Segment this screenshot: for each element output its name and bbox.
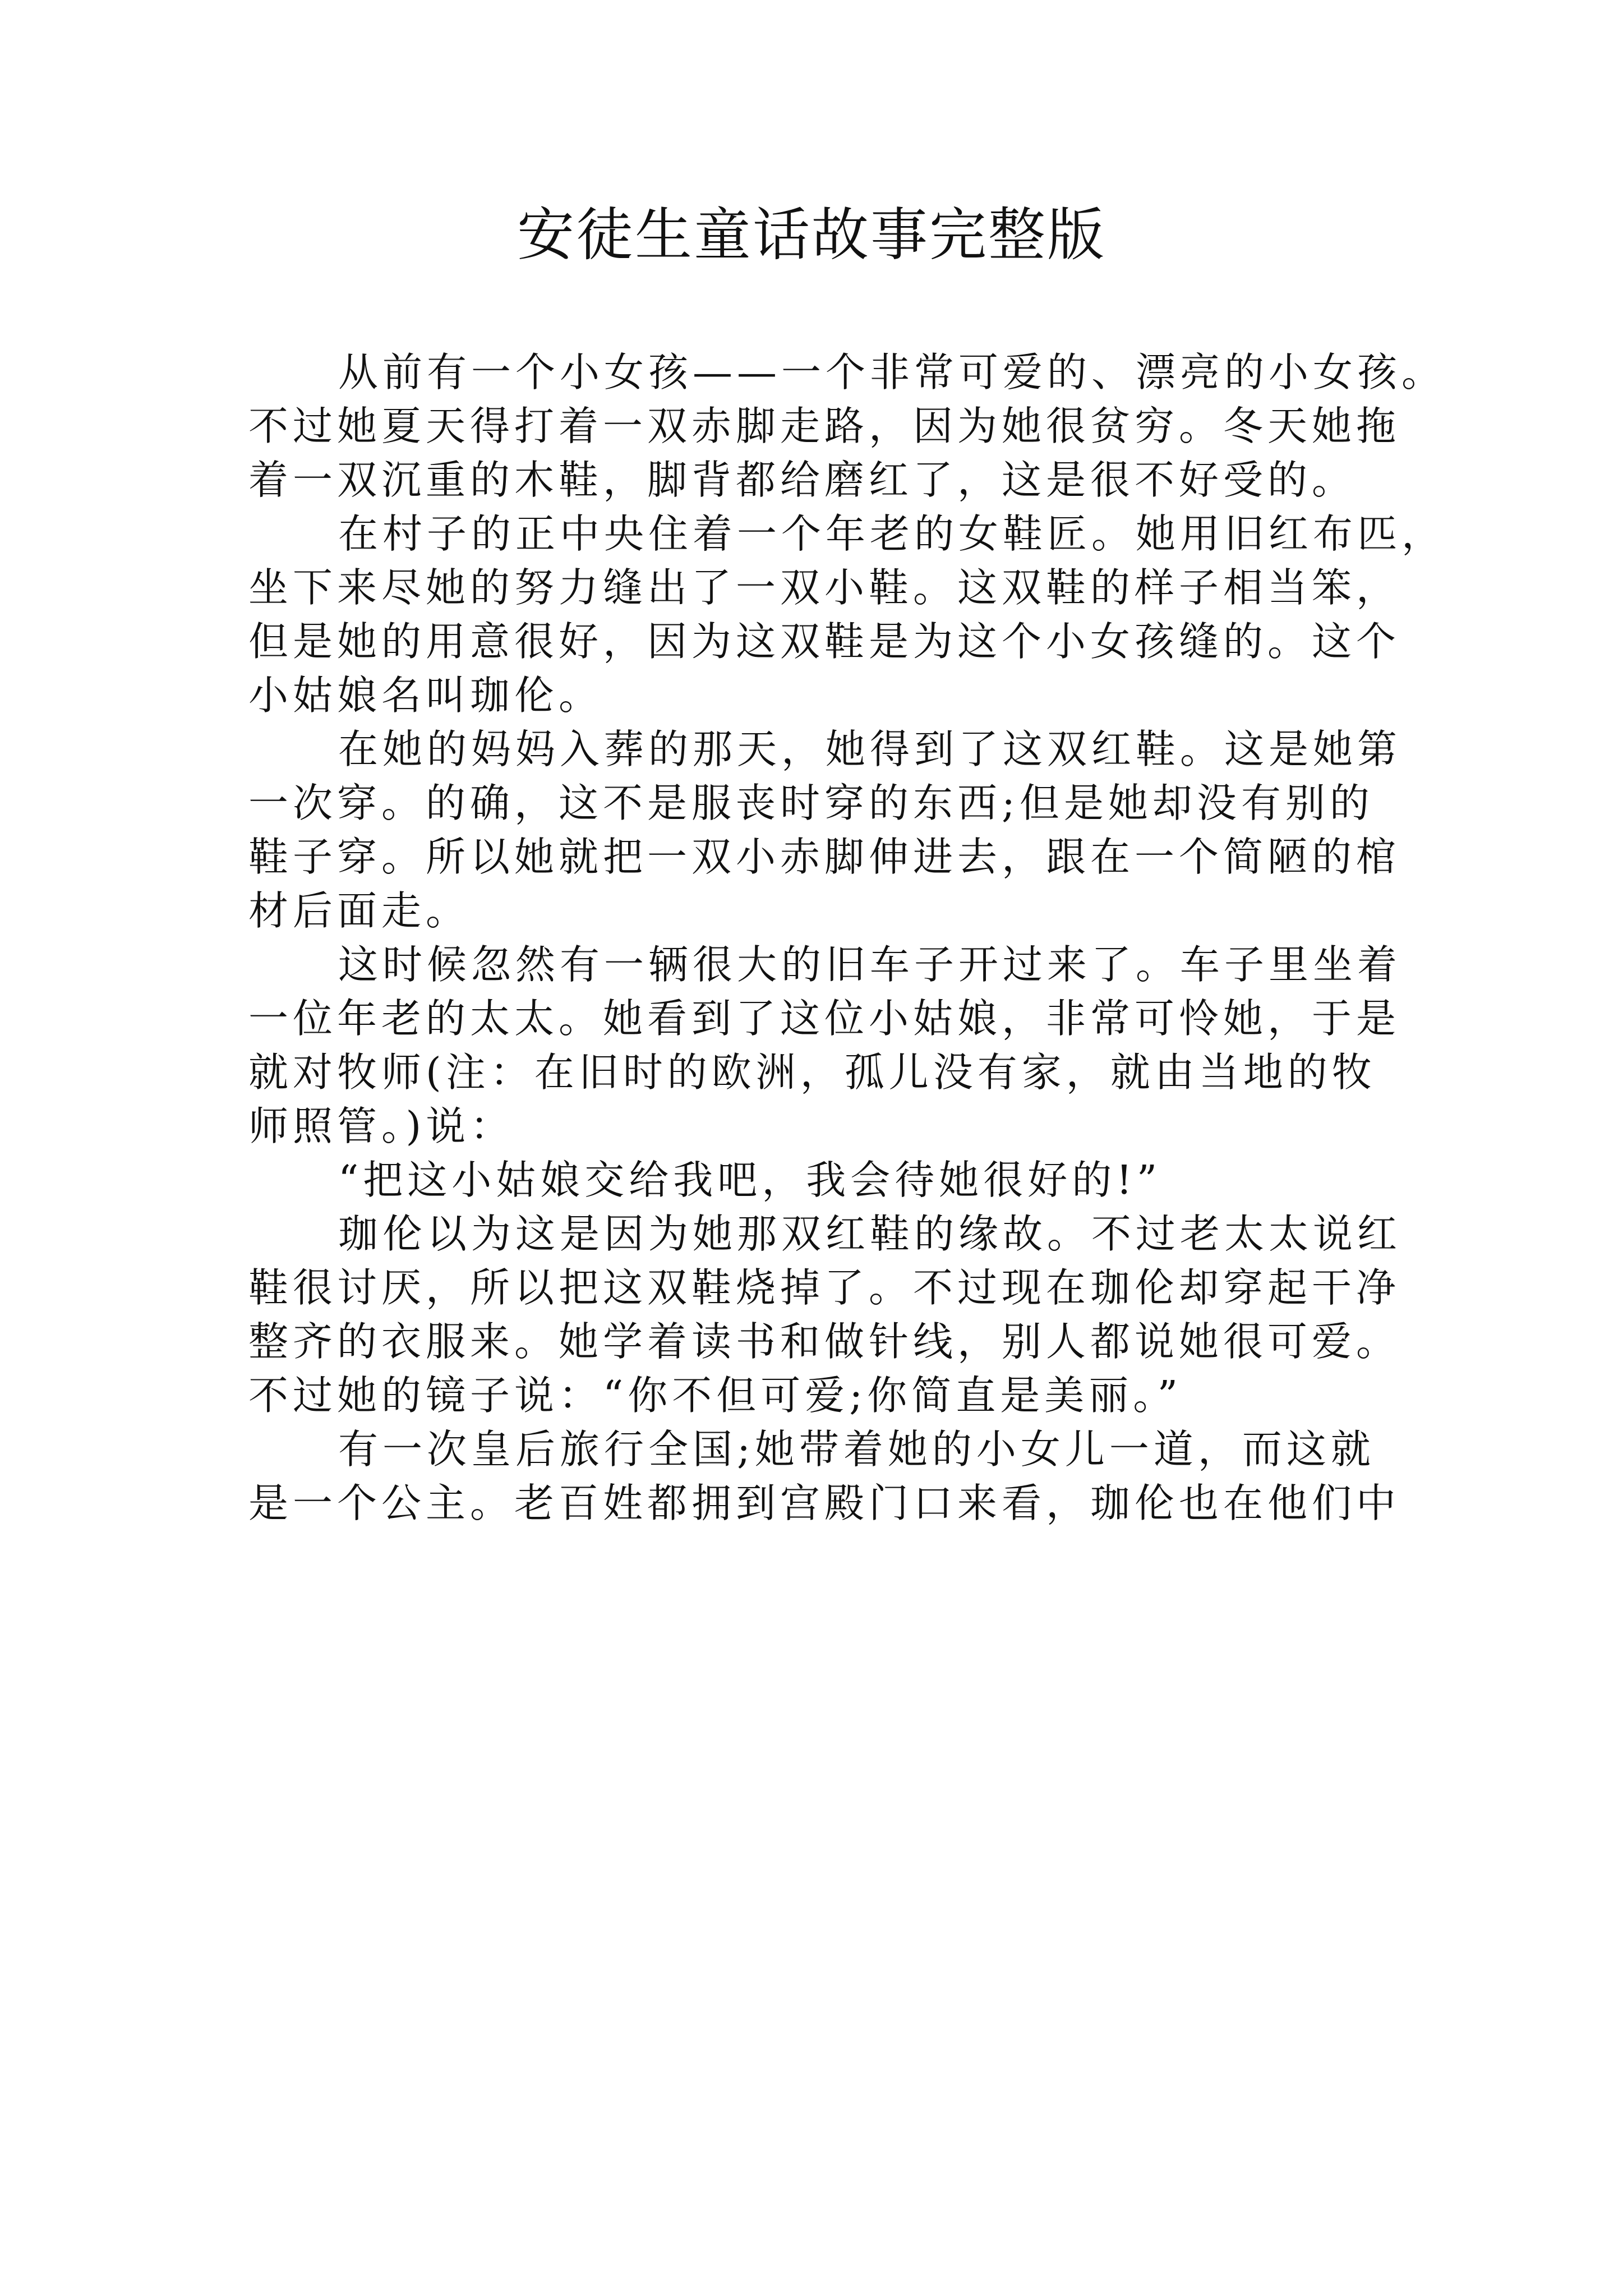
document-body — [248, 346, 1446, 1530]
text-line: 鞋子穿。所以她就把一双小赤脚伸进去，跟在一个简陋的棺 — [248, 834, 1401, 880]
text-line: 这时候忽然有一辆很大的旧车子开过来了。车子里坐着 — [338, 941, 1402, 988]
text-line: 一次穿。的确，这不是服丧时穿的东西;但是她却没有别的 — [248, 780, 1374, 826]
text-line: 有一次皇后旅行全国;她带着她的小女儿一道，而这就 — [338, 1426, 1375, 1473]
text-line: 师照管。)说： — [248, 1103, 515, 1149]
text-line: 鞋很讨厌，所以把这双鞋烧掉了。不过现在珈伦却穿起干净 — [248, 1264, 1401, 1311]
text-line: 是一个公主。老百姓都拥到宫殿门口来看，珈伦也在他们中 — [248, 1480, 1401, 1526]
document-title: 安徒生童话故事完整版 — [517, 202, 1106, 269]
text-line: 一位年老的太太。她看到了这位小姑娘，非常可怜她，于是 — [248, 995, 1401, 1042]
text-line: 在她的妈妈入葬的那天，她得到了这双红鞋。这是她第 — [338, 726, 1402, 772]
text-line: 整齐的衣服来。她学着读书和做针线，别人都说她很可爱。 — [248, 1318, 1401, 1365]
text-line: 就对牧师(注：在旧时的欧洲，孤儿没有家，就由当地的牧 — [248, 1049, 1376, 1096]
text-line: 在村子的正中央住着一个年老的女鞋匠。她用旧红布匹， — [338, 510, 1446, 557]
text-line: 着一双沉重的木鞋，脚背都给磨红了，这是很不好受的。 — [248, 457, 1357, 503]
text-line: 不过她夏天得打着一双赤脚走路，因为她很贫穷。冬天她拖 — [248, 403, 1401, 449]
text-line: 材后面走。 — [248, 887, 471, 934]
quote-line: “把这小姑娘交给我吧，我会待她很好的!” — [338, 1157, 1162, 1203]
text-line: 但是她的用意很好，因为这双鞋是为这个小女孩缝的。这个 — [248, 618, 1401, 665]
text-line: 不过她的镜子说：“你不但可爱;你简直是美丽。” — [248, 1372, 1183, 1419]
text-line: 珈伦以为这是因为她那双红鞋的缘故。不过老太太说红 — [338, 1211, 1402, 1257]
text-line: 小姑娘名叫珈伦。 — [248, 672, 603, 719]
text-line: 坐下来尽她的努力缝出了一双小鞋。这双鞋的样子相当笨， — [248, 564, 1401, 611]
text-line: 从前有一个小女孩——一个非常可爱的、漂亮的小女孩。 — [338, 349, 1446, 395]
